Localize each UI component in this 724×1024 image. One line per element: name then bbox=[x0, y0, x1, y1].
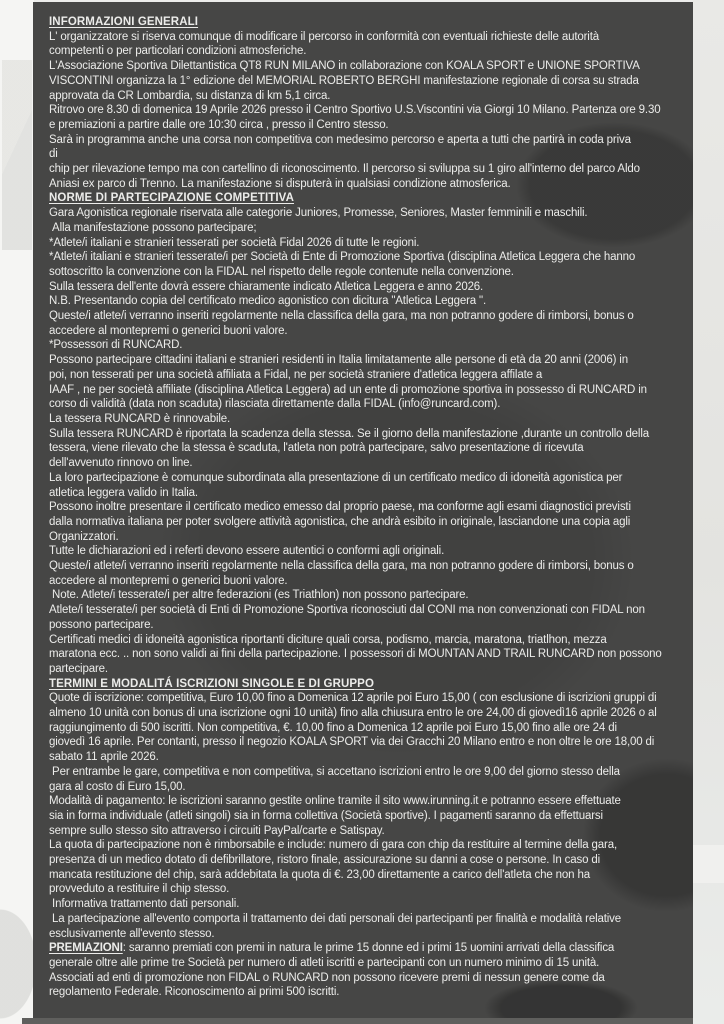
text-line: giovedì 16 aprile. Per contanti, presso il negozio KOALA SPORT via dei Gracchi 20 Milano entro e non oltre le ore 18,00 di bbox=[49, 736, 655, 749]
text-line: corso di validità (data non scaduta) rilasciata direttamente dalla FIDAL (info@runcard.com). bbox=[49, 398, 501, 411]
text-line: partecipare. bbox=[49, 662, 108, 675]
text-line: generale oltre alle prime tre Società per numero di atleti iscritti e partecipanti con un numero minimo di 15 unità. bbox=[49, 957, 600, 969]
text-line: raggiungimento di 500 iscritti. Non competitiva, €. 10,00 fino a Domenica 12 aprile poi Euro 15,00 fino alle ore 24 di bbox=[49, 721, 617, 734]
section-heading: INFORMAZIONI GENERALI bbox=[49, 16, 199, 28]
text-line: Quote di iscrizione: competitiva, Euro 10,00 fino a Domenica 12 aprile poi Euro 15,00 ( con esclusione di iscrizioni gruppi di bbox=[49, 692, 657, 705]
background-artifact bbox=[693, 845, 724, 883]
text-line: maratona ecc. .. non sono validi ai fini della partecipazione. I possessori di MOUNTAN AND TRAIL RUNCARD non possono bbox=[49, 648, 662, 661]
text-line: L'Associazione Sportiva Dilettantistica QT8 RUN MILANO in collaborazione con KOALA SPORT e UNIONE SPORTIVA bbox=[49, 60, 640, 73]
text-line: mancata restituzione del chip, sarà addebitata la quota di €. 23,00 direttamente a carico dell'atleta che non ha bbox=[49, 868, 590, 881]
text-line: PREMIAZIONI: saranno premiati con premi in natura le prime 15 donne ed i primi 15 uomini arrivati della classifica bbox=[49, 942, 615, 955]
text-line: tessera, viene rilevato che la stessa è scaduta, l'atleta non potrà partecipare, salvo presentazione di ricevuta bbox=[49, 442, 584, 455]
text-line: La quota di partecipazione non è rimborsabile e include: numero di gara con chip da restituire al termine della gara, bbox=[49, 839, 618, 852]
text-line: dalla normativa italiana per poter svolgere attività agonistica, che andrà esibito in originale, lasciandone una copia agli bbox=[49, 515, 631, 528]
text-line: poi, non tesserati per una società affiliata a Fidal, ne per società straniere d'atletica leggera affilate a bbox=[49, 368, 543, 381]
text-line: Organizzatori. bbox=[49, 530, 119, 543]
text-line: Queste/i atlete/i verranno inseriti regolarmente nella classifica della gara, ma non potranno godere di rimborsi, bonus o bbox=[49, 560, 634, 573]
text-line: La loro partecipazione è comunque subordinata alla presentazione di un certificato medico di idoneità agonistica per bbox=[49, 471, 623, 484]
document-lines bbox=[49, 15, 686, 1000]
page-bottom-edge bbox=[22, 1018, 693, 1024]
text-line: regolamento Federale. Riconoscimento ai primi 500 iscritti. bbox=[49, 986, 340, 999]
text-line: IAAF , ne per società affiliate (disciplina Atletica Leggera) ad un ente di promozione sportiva in possesso di RUNCARD in bbox=[49, 383, 647, 396]
text-line: sottoscritto la convenzione con la FIDAL nel rispetto delle regole contenute nella convenzione. bbox=[49, 265, 514, 278]
premiazioni-label: PREMIAZIONI bbox=[49, 942, 123, 955]
text-line: almeno 10 unità con bonus di una iscrizione ogni 10 unità) fino alla chiusura entro le ore 24,00 di giovedì16 aprile 2026 o al bbox=[49, 707, 657, 720]
text-line: La partecipazione all'evento comporta il trattamento dei dati personali dei partecipanti per finalità e modalità relative bbox=[49, 912, 622, 925]
text-line: *Possessori di RUNCARD. bbox=[49, 339, 183, 352]
text-line: approvata da CR Lombardia, su distanza di km 5,1 circa. bbox=[49, 89, 331, 102]
text-line: Associati ad enti di promozione non FIDAL o RUNCARD non possono ricevere premi di nessun genere come da bbox=[49, 971, 605, 984]
text-line: provveduto a restituire il chip stesso. bbox=[49, 883, 230, 896]
text-line: Ritrovo ore 8.30 di domenica 19 Aprile 2026 presso il Centro Sportivo U.S.Viscontini via Giorgi 10 Milano. Partenza ore 9.30 bbox=[49, 104, 661, 117]
text-line: Sulla tessera RUNCARD è riportata la scadenza della stessa. Se il giorno della manifestazione ,durante un controllo della bbox=[49, 427, 649, 440]
text-line: Sulla tessera dell'ente dovrà essere chiaramente indicato Atletica Leggera e anno 2026. bbox=[49, 280, 484, 293]
text-line: Sarà in programma anche una corsa non competitiva con medesimo percorso e aperta a tutti che partirà in coda priva bbox=[49, 133, 631, 146]
text-line: esclusivamente all'evento stesso. bbox=[49, 927, 215, 940]
background-artifact bbox=[0, 880, 34, 1020]
text-line: Possono inoltre presentare il certificato medico emesso dal proprio paese, ma conforme agli esami diagnostici previsti bbox=[49, 501, 631, 514]
text-line: possono partecipare. bbox=[49, 618, 154, 631]
section-heading: NORME DI PARTECIPAZIONE COMPETITIVA bbox=[49, 192, 295, 205]
text-line: Certificati medici di idoneità agonistica riportanti diciture quali corsa, podismo, marcia, maratona, triatlhon, mezza bbox=[49, 633, 607, 646]
text-line: accedere al montepremi o generici buoni valore. bbox=[49, 324, 288, 337]
text-line: Aniasi ex parco di Trenno. La manifestazione si disputerà in qualsiasi condizione atmosferica. bbox=[49, 177, 511, 190]
section-heading: TERMINI E MODALITÁ ISCRIZIONI SINGOLE E DI GRUPPO bbox=[49, 677, 374, 690]
text-line: Note. Atlete/i tesserate/i per altre federazioni (es Triathlon) non possono partecipare. bbox=[49, 589, 469, 602]
text-line: accedere al montepremi o generici buoni valore. bbox=[49, 574, 288, 587]
text-line: sempre sullo stesso sito attraverso i circuiti PayPal/carte e Satispay. bbox=[49, 824, 385, 837]
text-line: VISCONTINI organizza la 1° edizione del MEMORIAL ROBERTO BERGHI manifestazione regionale di corsa su strada bbox=[49, 74, 639, 87]
text-line: presenza di un medico dotato di defibrillatore, ristoro finale, assicurazione su danni a cose o persone. In caso di bbox=[49, 854, 601, 867]
text-line: *Atlete/i italiani e stranieri tesserate/i per Società di Ente di Promozione Sportiva (disciplina Atletica Leggera che hanno bbox=[49, 251, 636, 264]
text-line: N.B. Presentando copia del certificato medico agonistico con dicitura "Atletica Leggera ". bbox=[49, 295, 487, 308]
background-artifact bbox=[2, 60, 32, 250]
page-right-margin bbox=[693, 0, 724, 1024]
text-line: Atlete/i tesserate/i per società di Enti di Promozione Sportiva riconosciuti dal CONI ma non convenzionati con FIDAL non bbox=[49, 604, 645, 617]
text-line: e premiazioni a partire dalle ore 10:30 circa , presso il Centro stesso. bbox=[49, 118, 389, 131]
text-line: di bbox=[49, 148, 58, 161]
text-line: Alla manifestazione possono partecipare; bbox=[49, 221, 257, 234]
text-line: Informativa trattamento dati personali. bbox=[49, 898, 240, 911]
text-line: L' organizzatore si riserva comunque di modificare il percorso in conformità con eventuali richieste delle autorità bbox=[49, 30, 600, 43]
text-line: *Atlete/i italiani e stranieri tesserati per società Fidal 2026 di tutte le regioni. bbox=[49, 236, 420, 249]
text-line: Possono partecipare cittadini italiani e stranieri residenti in Italia limitatamente alle persone di età da 20 anni (2006) in bbox=[49, 354, 628, 367]
text-line: Gara Agonistica regionale riservata alle categorie Juniores, Promesse, Seniores, Master femminili e maschili. bbox=[49, 207, 588, 220]
text-line: sia in forma individuale (atleti singoli) sia in forma collettiva (Società sportive). I pagamenti saranno da effettuarsi bbox=[49, 809, 603, 822]
text-line: Tutte le dichiarazioni ed i referti devono essere autentici o conformi agli originali. bbox=[49, 545, 445, 558]
text-line: chip per rilevazione tempo ma con cartellino di riconoscimento. Il percorso si sviluppa su 1 giro all'interno del parco Aldo bbox=[49, 163, 640, 176]
text-line: La tessera RUNCARD è rinnovabile. bbox=[49, 412, 231, 425]
page-left-margin bbox=[0, 0, 34, 1024]
text-line: sabato 11 aprile 2026. bbox=[49, 751, 159, 764]
text-line: competenti o per particolari condizioni atmosferiche. bbox=[49, 45, 307, 58]
text-line: atletica leggera valido in Italia. bbox=[49, 486, 198, 499]
text-line: gara al costo di Euro 15,00. bbox=[49, 780, 186, 793]
text-line: Per entrambe le gare, competitiva e non competitiva, si accettano iscrizioni entro le ore 9,00 del giorno stesso della bbox=[49, 765, 620, 778]
regulation-document-panel bbox=[33, 2, 693, 1018]
text-line: Queste/i atlete/i verranno inseriti regolarmente nella classifica della gara, ma non potranno godere di rimborsi, bonus o bbox=[49, 310, 634, 323]
text-line: Modalità di pagamento: le iscrizioni saranno gestite online tramite il sito www.irunning.it e potranno essere effettuate bbox=[49, 795, 621, 808]
text-line: dell'avvenuto rinnovo on line. bbox=[49, 457, 193, 470]
